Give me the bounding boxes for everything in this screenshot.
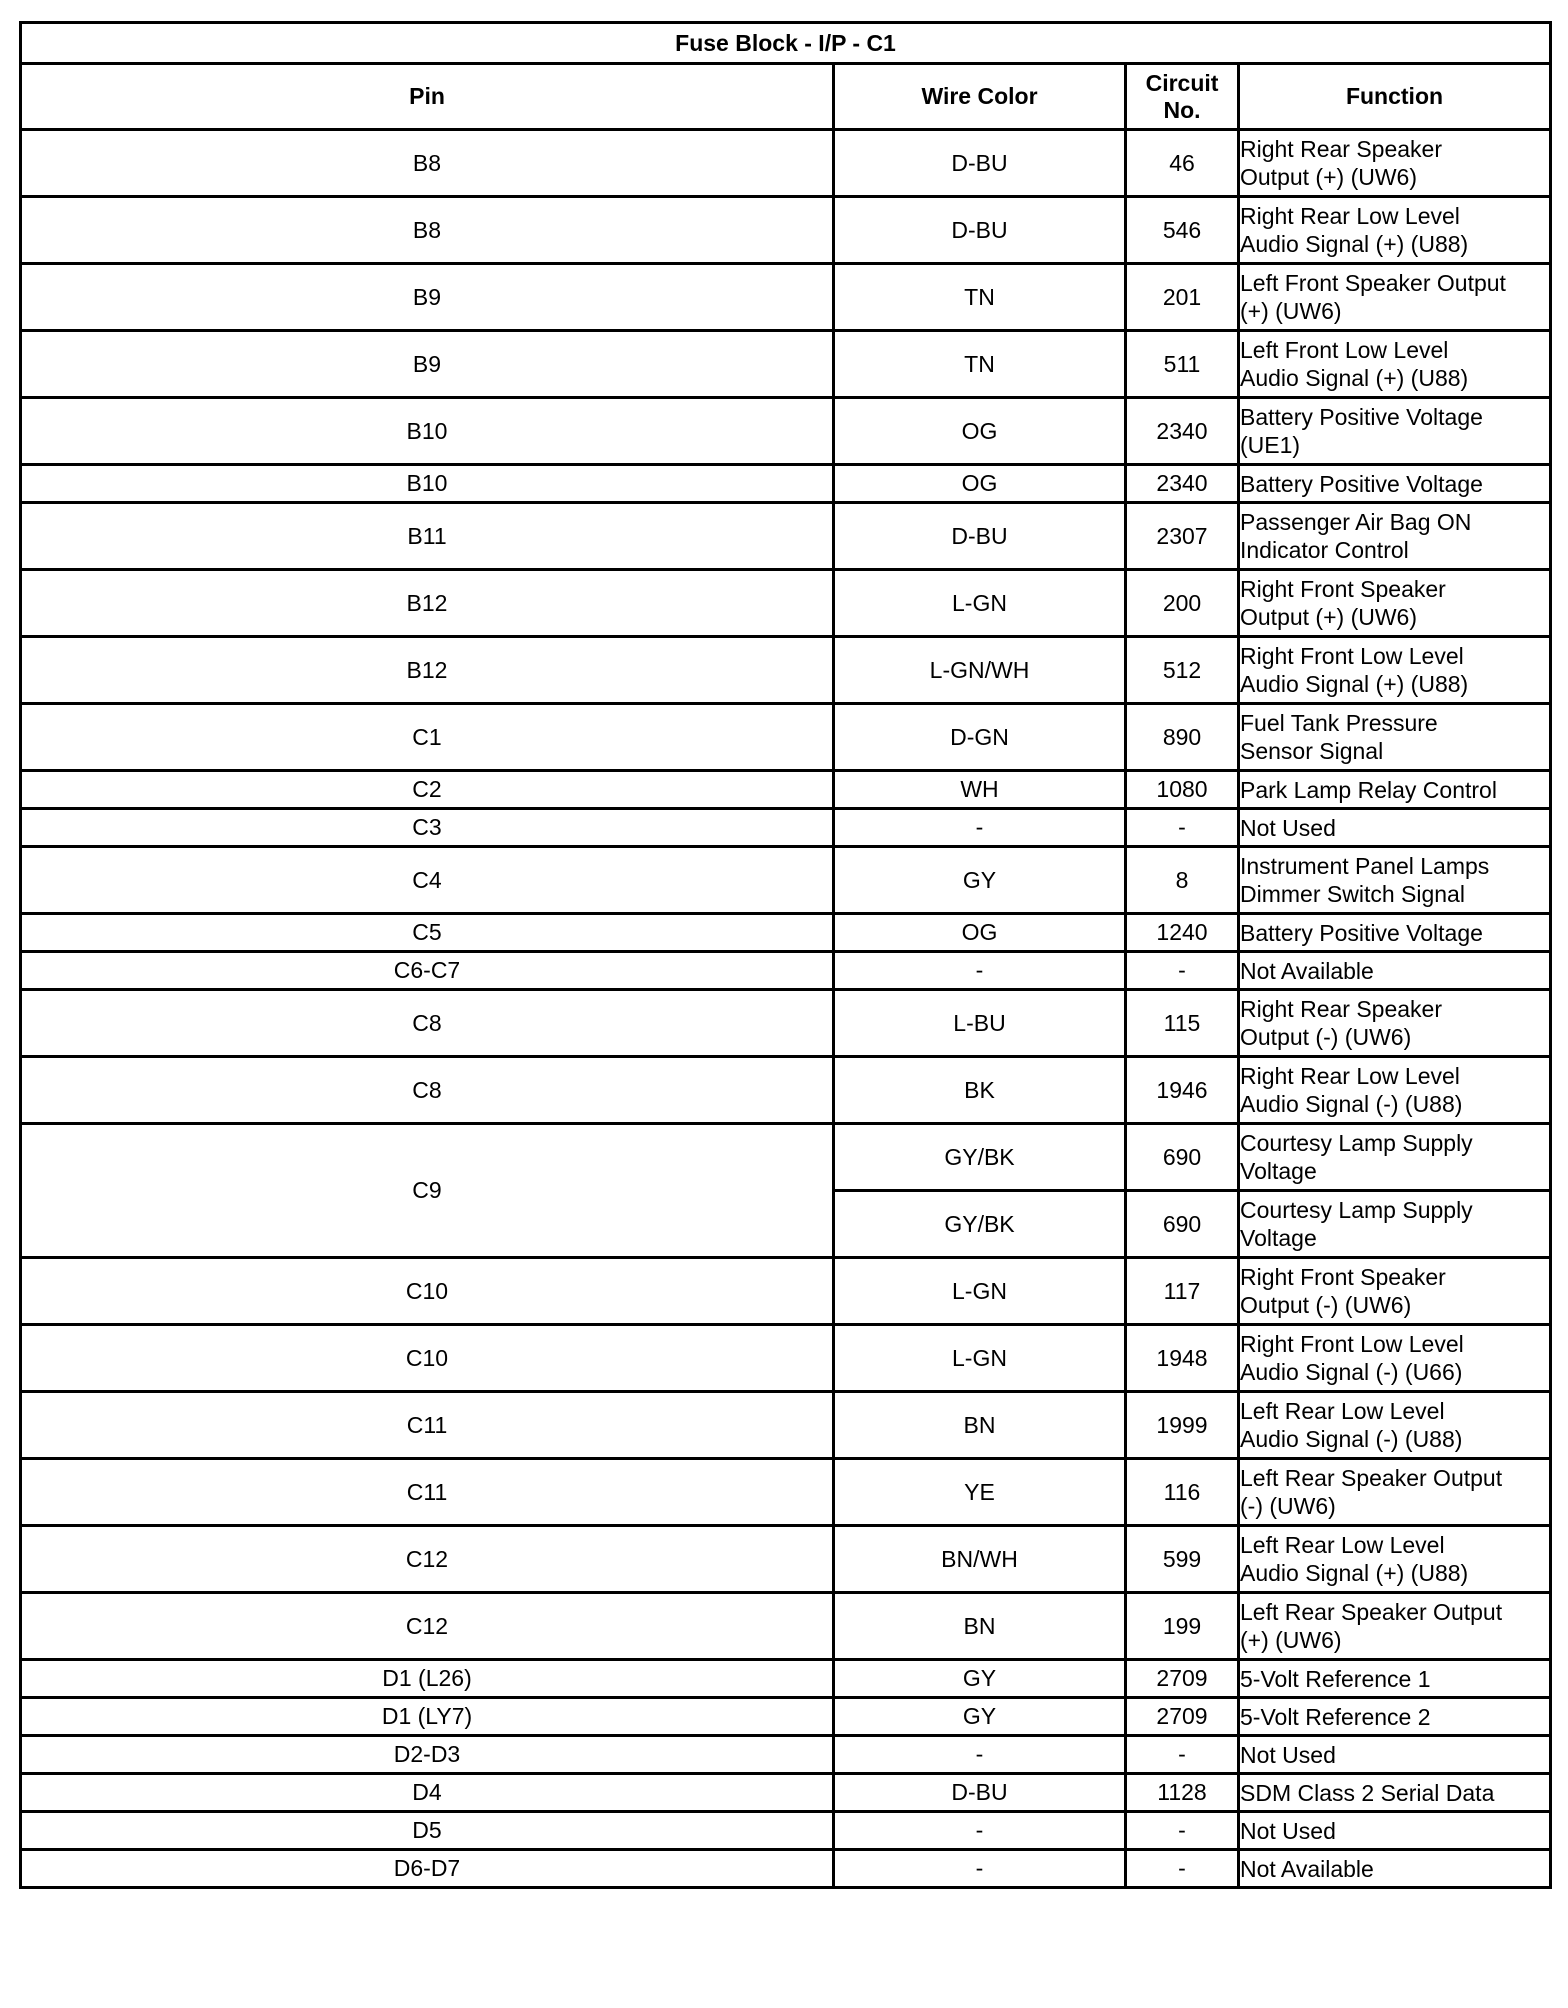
function-cell: [1239, 503, 1551, 570]
table-row: [21, 264, 1551, 331]
circuit-number-cell: 200: [1126, 570, 1239, 637]
function-line: Audio Signal (-) (U88): [1240, 1426, 1463, 1452]
table-row: [21, 197, 1551, 264]
wire-color-cell: -: [834, 952, 1126, 990]
table-row: [21, 704, 1551, 771]
table-title: Fuse Block - I/P - C1: [21, 23, 1551, 64]
circuit-number-cell: 115: [1126, 990, 1239, 1057]
header-circuit-line2: No.: [1163, 96, 1201, 123]
table-row: [21, 331, 1551, 398]
wire-color-cell: BN: [834, 1392, 1126, 1459]
circuit-number-cell: -: [1126, 1812, 1239, 1850]
circuit-number-cell: 199: [1126, 1593, 1239, 1660]
function-line: Dimmer Switch Signal: [1240, 881, 1465, 907]
table-row: [21, 1057, 1551, 1124]
circuit-number-cell: 116: [1126, 1459, 1239, 1526]
pin-cell: B8: [21, 130, 834, 197]
function-line: Indicator Control: [1240, 537, 1409, 563]
function-line: Not Available: [1240, 1855, 1374, 1882]
circuit-number-cell: 46: [1126, 130, 1239, 197]
table-row: [21, 1736, 1551, 1774]
table-row: [21, 771, 1551, 809]
wire-color-cell: OG: [834, 914, 1126, 952]
function-line: SDM Class 2 Serial Data: [1240, 1779, 1495, 1806]
wire-color-cell: -: [834, 1736, 1126, 1774]
function-line: Right Front Speaker: [1240, 1264, 1446, 1290]
wire-color-cell: D-BU: [834, 1774, 1126, 1812]
table-row: [21, 503, 1551, 570]
pin-cell: D5: [21, 1812, 834, 1850]
circuit-number-cell: 1948: [1126, 1325, 1239, 1392]
wire-color-cell: TN: [834, 264, 1126, 331]
wire-color-cell: D-GN: [834, 704, 1126, 771]
circuit-number-cell: 512: [1126, 637, 1239, 704]
function-cell: [1239, 914, 1551, 952]
pin-cell: C10: [21, 1325, 834, 1392]
function-cell: [1239, 1736, 1551, 1774]
function-cell: [1239, 1325, 1551, 1392]
circuit-number-cell: 8: [1126, 847, 1239, 914]
function-cell: [1239, 847, 1551, 914]
table-row: [21, 1812, 1551, 1850]
pin-cell: C3: [21, 809, 834, 847]
function-cell: [1239, 809, 1551, 847]
function-line: Fuel Tank Pressure: [1240, 710, 1438, 736]
function-line: Left Rear Speaker Output: [1240, 1465, 1503, 1491]
wire-color-cell: OG: [834, 398, 1126, 465]
function-line: (UE1): [1240, 432, 1301, 458]
function-line: Left Rear Low Level: [1240, 1398, 1445, 1424]
function-cell: [1239, 637, 1551, 704]
pin-cell: B11: [21, 503, 834, 570]
function-line: Instrument Panel Lamps: [1240, 853, 1490, 879]
function-line: (+) (UW6): [1240, 1627, 1342, 1653]
circuit-number-cell: 117: [1126, 1258, 1239, 1325]
function-cell: [1239, 1774, 1551, 1812]
function-cell: [1239, 1698, 1551, 1736]
fuse-block-table: [19, 21, 1552, 1889]
function-line: Not Available: [1240, 957, 1374, 984]
circuit-number-cell: 546: [1126, 197, 1239, 264]
table-row: [21, 914, 1551, 952]
circuit-number-cell: 1080: [1126, 771, 1239, 809]
function-line: Output (-) (UW6): [1240, 1292, 1412, 1318]
function-line: Sensor Signal: [1240, 738, 1384, 764]
pin-cell: C8: [21, 990, 834, 1057]
function-cell: [1239, 1593, 1551, 1660]
pin-cell: B9: [21, 264, 834, 331]
circuit-number-cell: 2340: [1126, 398, 1239, 465]
function-cell: [1239, 1191, 1551, 1258]
function-line: Voltage: [1240, 1158, 1317, 1184]
function-line: Battery Positive Voltage: [1240, 919, 1483, 946]
table-row: [21, 952, 1551, 990]
table-row: [21, 990, 1551, 1057]
wire-color-cell: OG: [834, 465, 1126, 503]
function-cell: [1239, 1526, 1551, 1593]
table-row: [21, 570, 1551, 637]
function-cell: [1239, 1057, 1551, 1124]
circuit-number-cell: 599: [1126, 1526, 1239, 1593]
table-row: [21, 809, 1551, 847]
pin-cell: C10: [21, 1258, 834, 1325]
circuit-number-cell: 1240: [1126, 914, 1239, 952]
header-pin: Pin: [21, 64, 834, 130]
circuit-number-cell: 690: [1126, 1191, 1239, 1258]
function-line: Output (+) (UW6): [1240, 164, 1418, 190]
wire-color-cell: -: [834, 1812, 1126, 1850]
circuit-number-cell: 2709: [1126, 1660, 1239, 1698]
wire-color-cell: GY: [834, 847, 1126, 914]
function-line: 5-Volt Reference 2: [1240, 1703, 1431, 1730]
wire-color-cell: L-GN: [834, 1325, 1126, 1392]
function-cell: [1239, 331, 1551, 398]
function-cell: [1239, 771, 1551, 809]
function-cell: [1239, 1258, 1551, 1325]
table-row: [21, 1774, 1551, 1812]
function-cell: [1239, 990, 1551, 1057]
function-cell: [1239, 952, 1551, 990]
wire-color-cell: BN: [834, 1593, 1126, 1660]
wire-color-cell: L-GN: [834, 570, 1126, 637]
wire-color-cell: -: [834, 1850, 1126, 1888]
function-line: Audio Signal (+) (U88): [1240, 671, 1469, 697]
circuit-number-cell: 1946: [1126, 1057, 1239, 1124]
function-line: Courtesy Lamp Supply: [1240, 1197, 1473, 1223]
wire-color-cell: GY/BK: [834, 1191, 1126, 1258]
function-cell: [1239, 264, 1551, 331]
table-row: [21, 1698, 1551, 1736]
function-line: (-) (UW6): [1240, 1493, 1336, 1519]
circuit-number-cell: 201: [1126, 264, 1239, 331]
wire-color-cell: L-BU: [834, 990, 1126, 1057]
pin-cell: C12: [21, 1593, 834, 1660]
pin-cell: C11: [21, 1459, 834, 1526]
wire-color-cell: -: [834, 809, 1126, 847]
function-cell: [1239, 398, 1551, 465]
function-line: Left Front Speaker Output: [1240, 270, 1506, 296]
function-line: Right Rear Speaker: [1240, 136, 1442, 162]
function-line: Audio Signal (+) (U88): [1240, 231, 1469, 257]
circuit-number-cell: 2709: [1126, 1698, 1239, 1736]
function-line: Courtesy Lamp Supply: [1240, 1130, 1473, 1156]
function-line: Passenger Air Bag ON: [1240, 509, 1472, 535]
connector-table-container: [19, 21, 1549, 1889]
pin-cell: C6-C7: [21, 952, 834, 990]
pin-cell: C9: [21, 1124, 834, 1258]
pin-cell: C2: [21, 771, 834, 809]
table-row: [21, 847, 1551, 914]
function-line: Battery Positive Voltage: [1240, 404, 1483, 430]
function-line: Right Rear Speaker: [1240, 996, 1442, 1022]
function-line: Audio Signal (-) (U88): [1240, 1091, 1463, 1117]
function-cell: [1239, 1660, 1551, 1698]
table-row: [21, 1325, 1551, 1392]
circuit-number-cell: 890: [1126, 704, 1239, 771]
header-row: [21, 64, 1551, 130]
function-line: Audio Signal (+) (U88): [1240, 365, 1469, 391]
wire-color-cell: TN: [834, 331, 1126, 398]
wire-color-cell: YE: [834, 1459, 1126, 1526]
function-line: Not Used: [1240, 1741, 1336, 1768]
circuit-number-cell: -: [1126, 1850, 1239, 1888]
circuit-number-cell: 1999: [1126, 1392, 1239, 1459]
pin-cell: D4: [21, 1774, 834, 1812]
pin-cell: B8: [21, 197, 834, 264]
circuit-number-cell: 511: [1126, 331, 1239, 398]
header-wire-color: Wire Color: [834, 64, 1126, 130]
table-row: [21, 1593, 1551, 1660]
pin-cell: C4: [21, 847, 834, 914]
circuit-number-cell: 2340: [1126, 465, 1239, 503]
pin-cell: C12: [21, 1526, 834, 1593]
function-line: Left Rear Speaker Output: [1240, 1599, 1503, 1625]
circuit-number-cell: 1128: [1126, 1774, 1239, 1812]
function-cell: [1239, 1459, 1551, 1526]
function-line: Right Front Speaker: [1240, 576, 1446, 602]
function-cell: [1239, 465, 1551, 503]
function-cell: [1239, 130, 1551, 197]
table-row: [21, 1124, 1551, 1191]
wire-color-cell: GY: [834, 1698, 1126, 1736]
wire-color-cell: L-GN: [834, 1258, 1126, 1325]
circuit-number-cell: -: [1126, 952, 1239, 990]
function-line: Right Rear Low Level: [1240, 1063, 1460, 1089]
table-row: [21, 1459, 1551, 1526]
function-cell: [1239, 1850, 1551, 1888]
function-line: Not Used: [1240, 814, 1336, 841]
function-line: Park Lamp Relay Control: [1240, 776, 1497, 803]
circuit-number-cell: -: [1126, 1736, 1239, 1774]
pin-cell: C5: [21, 914, 834, 952]
circuit-number-cell: 2307: [1126, 503, 1239, 570]
function-line: Right Rear Low Level: [1240, 203, 1460, 229]
pin-cell: D1 (LY7): [21, 1698, 834, 1736]
table-row: [21, 398, 1551, 465]
pin-cell: C8: [21, 1057, 834, 1124]
function-cell: [1239, 704, 1551, 771]
function-cell: [1239, 570, 1551, 637]
wire-color-cell: GY/BK: [834, 1124, 1126, 1191]
pin-cell: D1 (L26): [21, 1660, 834, 1698]
function-line: 5-Volt Reference 1: [1240, 1665, 1431, 1692]
wire-color-cell: D-BU: [834, 197, 1126, 264]
function-line: Output (-) (UW6): [1240, 1024, 1412, 1050]
table-body: [21, 130, 1551, 1888]
table-row: [21, 637, 1551, 704]
circuit-number-cell: -: [1126, 809, 1239, 847]
function-line: Battery Positive Voltage: [1240, 470, 1483, 497]
function-line: Left Front Low Level: [1240, 337, 1449, 363]
function-cell: [1239, 197, 1551, 264]
wire-color-cell: D-BU: [834, 130, 1126, 197]
pin-cell: B12: [21, 637, 834, 704]
table-row: [21, 1850, 1551, 1888]
wire-color-cell: BN/WH: [834, 1526, 1126, 1593]
function-line: Right Front Low Level: [1240, 1331, 1464, 1357]
function-line: Output (+) (UW6): [1240, 604, 1418, 630]
table-row: [21, 465, 1551, 503]
pin-cell: D2-D3: [21, 1736, 834, 1774]
wire-color-cell: D-BU: [834, 503, 1126, 570]
pin-cell: B10: [21, 398, 834, 465]
pin-cell: B10: [21, 465, 834, 503]
header-function: Function: [1239, 64, 1551, 130]
table-row: [21, 1258, 1551, 1325]
wire-color-cell: GY: [834, 1660, 1126, 1698]
function-line: Right Front Low Level: [1240, 643, 1464, 669]
function-cell: [1239, 1392, 1551, 1459]
header-circuit-no: [1126, 64, 1239, 130]
wire-color-cell: WH: [834, 771, 1126, 809]
function-line: Voltage: [1240, 1225, 1317, 1251]
table-row: [21, 1526, 1551, 1593]
circuit-number-cell: 690: [1126, 1124, 1239, 1191]
function-line: Left Rear Low Level: [1240, 1532, 1445, 1558]
wire-color-cell: L-GN/WH: [834, 637, 1126, 704]
table-row: [21, 1660, 1551, 1698]
table-row: [21, 130, 1551, 197]
header-circuit-line1: Circuit: [1145, 69, 1219, 96]
function-cell: [1239, 1124, 1551, 1191]
pin-cell: C1: [21, 704, 834, 771]
function-line: (+) (UW6): [1240, 298, 1342, 324]
pin-cell: D6-D7: [21, 1850, 834, 1888]
function-cell: [1239, 1812, 1551, 1850]
wire-color-cell: BK: [834, 1057, 1126, 1124]
pin-cell: B9: [21, 331, 834, 398]
function-line: Audio Signal (+) (U88): [1240, 1560, 1469, 1586]
pin-cell: B12: [21, 570, 834, 637]
pin-cell: C11: [21, 1392, 834, 1459]
function-line: Audio Signal (-) (U66): [1240, 1359, 1463, 1385]
function-line: Not Used: [1240, 1817, 1336, 1844]
table-row: [21, 1392, 1551, 1459]
